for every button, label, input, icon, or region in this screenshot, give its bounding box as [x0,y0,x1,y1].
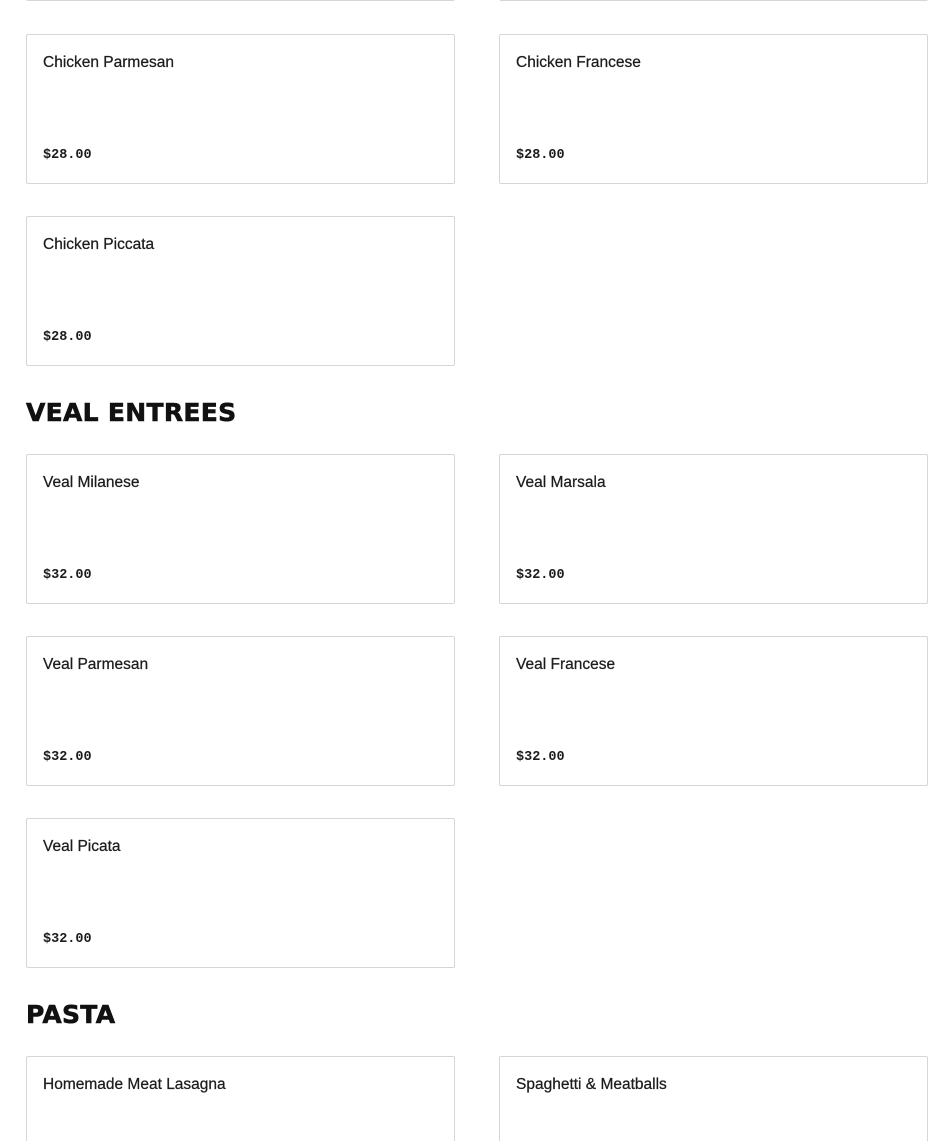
menu-item-name: Chicken Francese [516,54,641,71]
menu-item-name: Veal Marsala [516,474,606,491]
menu-item-price: $32.00 [43,568,92,583]
menu-item-card[interactable] [499,636,928,786]
menu-item-card[interactable] [26,636,455,786]
section-title-veal: VEAL ENTREES [26,398,237,427]
menu-item-card[interactable] [26,1056,455,1141]
menu-item-card-partial[interactable] [26,0,455,1]
menu-item-price: $32.00 [516,750,565,765]
menu-item-price: $28.00 [43,148,92,163]
section-title-pasta: PASTA [26,1000,116,1029]
menu-item-card[interactable] [499,454,928,604]
menu-item-name: Veal Francese [516,656,616,673]
menu-item-name: Chicken Piccata [43,236,155,253]
menu-item-card[interactable] [26,34,455,184]
menu-item-name: Spaghetti & Meatballs [516,1076,667,1093]
menu-item-name: Veal Picata [43,838,121,855]
menu-item-card-partial[interactable] [499,0,928,1]
menu-item-card[interactable] [499,34,928,184]
menu-item-card[interactable] [26,818,455,968]
menu-item-price: $32.00 [43,750,92,765]
menu-item-price: $32.00 [43,932,92,947]
menu-item-card[interactable] [26,216,455,366]
menu-item-price: $28.00 [516,148,565,163]
menu-item-name: Veal Parmesan [43,656,149,673]
menu-item-card[interactable] [26,454,455,604]
menu-item-card[interactable] [499,1056,928,1141]
menu-item-price: $32.00 [516,568,565,583]
menu-item-name: Veal Milanese [43,474,140,491]
menu-item-name: Homemade Meat Lasagna [43,1076,226,1093]
menu-item-name: Chicken Parmesan [43,54,174,71]
menu-item-price: $28.00 [43,330,92,345]
